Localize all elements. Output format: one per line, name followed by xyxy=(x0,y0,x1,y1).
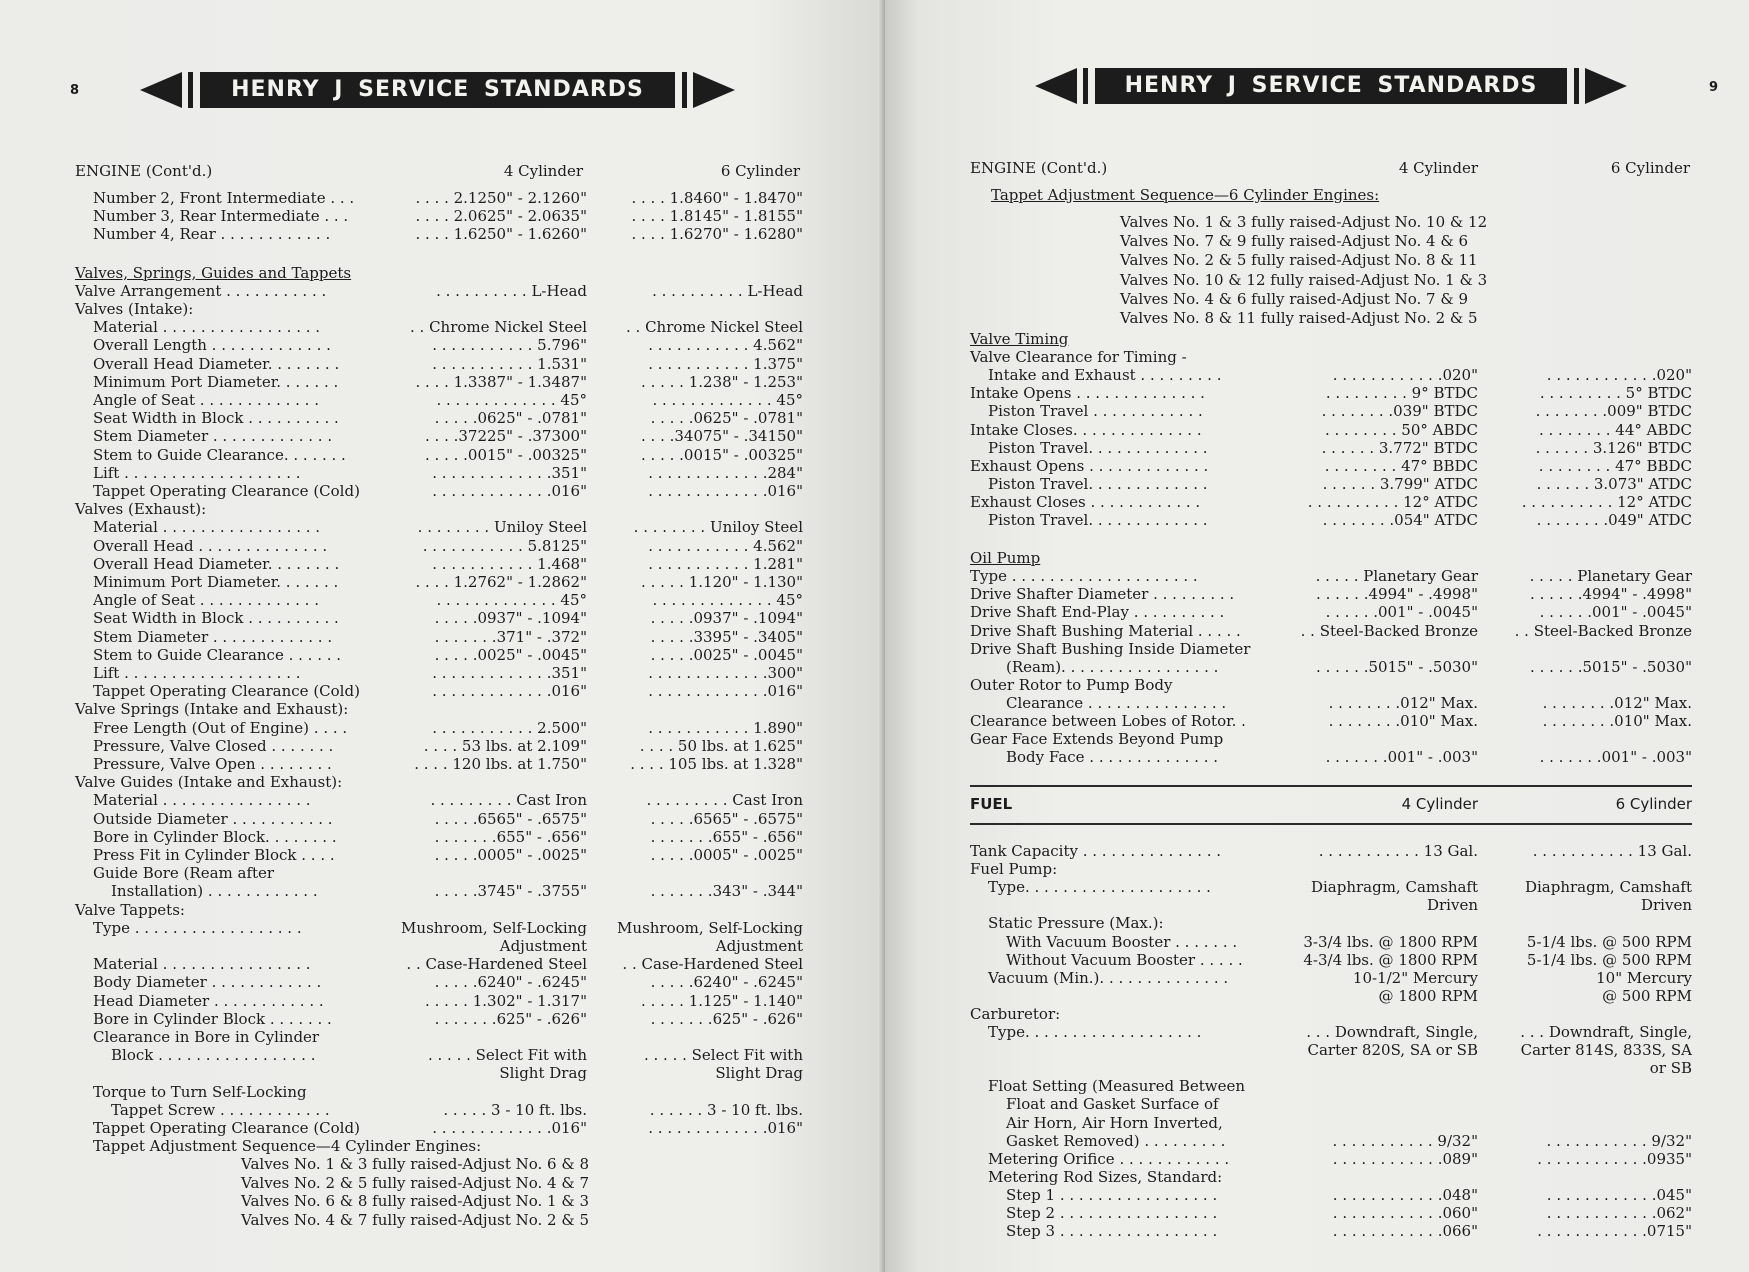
spec-value-6-cylinder: . . . . . 1.238" - 1.253" xyxy=(641,372,803,391)
spec-label: Tank Capacity . . . . . . . . . . . . . . . xyxy=(970,842,1222,860)
spec-label: Material . . . . . . . . . . . . . . . . . xyxy=(93,518,321,537)
spec-value-6-cylinder: . . . . . . . . . . . . . 45° xyxy=(652,591,803,610)
spec-value-6-cylinder: . . . . . . . . . . . 13 Gal. xyxy=(1532,842,1692,860)
spec-value-6-cylinder: . . . . 1.6270" - 1.6280" xyxy=(631,225,803,244)
spec-value-4-cylinder: . . . . . . .625" - .626" xyxy=(434,1009,587,1028)
spec-label: Intake and Exhaust . . . . . . . . . xyxy=(988,366,1222,385)
tappet-sequence-line: Valves No. 7 & 9 fully raised-Adjust No. 4 & 6 xyxy=(1120,232,1469,251)
spec-value-6-cylinder: . . . . . 1.125" - 1.140" xyxy=(641,991,803,1010)
spec-label: Air Horn, Air Horn Inverted, xyxy=(1006,1113,1223,1132)
spec-label: Lift . . . . . . . . . . . . . . . . . . . xyxy=(93,664,301,682)
spec-label: Material . . . . . . . . . . . . . . . . . xyxy=(93,318,321,337)
banner-title: HENRY J SERVICE STANDARDS xyxy=(200,72,675,108)
spec-label: Exhaust Opens . . . . . . . . . . . . . xyxy=(970,456,1209,475)
spec-value-6-cylinder: . . . Downdraft, Single, xyxy=(1520,1023,1692,1041)
spec-value-6-cylinder: . . . . .0015" - .00325" xyxy=(641,445,803,464)
spec-value-6-cylinder: . . . . . . . . . . . . .016" xyxy=(648,1119,803,1137)
spec-label: Valve Tappets: xyxy=(75,900,185,919)
spec-label: Intake Opens . . . . . . . . . . . . . . xyxy=(970,384,1205,403)
spec-label: Overall Head Diameter. . . . . . . . xyxy=(93,554,340,573)
spec-value-6-cylinder: . . . . 1.8145" - 1.8155" xyxy=(631,207,803,226)
column-header-4-cylinder: 4 Cylinder xyxy=(503,162,583,180)
spec-value-4-cylinder: . . . . . .001" - .0045" xyxy=(1325,603,1478,622)
spec-label: Material . . . . . . . . . . . . . . . . xyxy=(93,791,311,810)
spec-label: Step 3 . . . . . . . . . . . . . . . . . xyxy=(1006,1222,1218,1241)
spec-value-4-cylinder: . . . . . 3 - 10 ft. lbs. xyxy=(443,1100,587,1119)
spec-value-4-cylinder: Driven xyxy=(1426,896,1478,915)
spec-label: Body Face . . . . . . . . . . . . . . xyxy=(1006,748,1219,767)
spec-value-4-cylinder: 3-3/4 lbs. @ 1800 RPM xyxy=(1303,932,1478,951)
spec-value-4-cylinder: . . . . . Select Fit with xyxy=(427,1046,587,1065)
spec-label: Metering Orifice . . . . . . . . . . . . xyxy=(988,1149,1230,1168)
spec-label: Stem to Guide Clearance . . . . . . xyxy=(93,645,342,664)
spec-label: Gear Face Extends Beyond Pump xyxy=(970,730,1224,749)
spec-value-6-cylinder: . . . . . . . . . . . 1.890" xyxy=(648,718,803,737)
spec-value-4-cylinder: . . Chrome Nickel Steel xyxy=(410,318,587,337)
spec-value-4-cylinder: . . . . . . . . . . . . .016" xyxy=(432,482,587,500)
spec-value-4-cylinder: . . . . 120 lbs. at 1.750" xyxy=(414,755,587,773)
section-heading: Valves, Springs, Guides and Tappets xyxy=(75,263,352,282)
spec-label: Minimum Port Diameter. . . . . . . xyxy=(93,573,339,591)
spec-label: Outer Rotor to Pump Body xyxy=(970,675,1173,694)
spec-value-6-cylinder: . . . . . . . . . . . .0715" xyxy=(1537,1222,1692,1241)
spec-value-4-cylinder: . . . . . . . . . . . . .351" xyxy=(432,463,587,482)
spec-value-4-cylinder: . . . . . . . . . . . .020" xyxy=(1332,366,1478,385)
page-number-right: 9 xyxy=(1709,80,1719,95)
spec-value-6-cylinder: Adjustment xyxy=(715,937,803,955)
spec-label: Valve Springs (Intake and Exhaust): xyxy=(75,700,349,719)
spec-label: Number 4, Rear . . . . . . . . . . . . xyxy=(93,225,331,244)
spec-label: Pressure, Valve Closed . . . . . . . xyxy=(93,736,334,755)
spec-value-6-cylinder: . . . . . . . . . . . .0935" xyxy=(1537,1149,1692,1168)
spec-label: Valve Guides (Intake and Exhaust): xyxy=(75,773,343,792)
column-header-4-cylinder: 4 Cylinder xyxy=(1401,795,1478,813)
spec-value-4-cylinder: . . . . . . .655" - .656" xyxy=(434,827,587,846)
spec-value-6-cylinder: . . . . . . . . . 5° BTDC xyxy=(1539,384,1692,403)
spec-value-4-cylinder: . . . . . . .371" - .372" xyxy=(434,627,587,646)
spec-value-4-cylinder: . . . . .0625" - .0781" xyxy=(434,409,587,428)
spec-label: Tappet Operating Clearance (Cold) xyxy=(93,482,360,500)
spec-value-6-cylinder: . . Steel-Backed Bronze xyxy=(1514,621,1692,640)
banner-bar xyxy=(188,72,193,108)
arrow-right-icon xyxy=(693,72,735,108)
spec-label: Type . . . . . . . . . . . . . . . . . . xyxy=(93,918,302,937)
spec-value-4-cylinder: . . . Downdraft, Single, xyxy=(1306,1023,1478,1041)
spec-value-4-cylinder: . . . . 1.3387" - 1.3487" xyxy=(415,372,587,391)
spec-label: Clearance in Bore in Cylinder xyxy=(93,1028,320,1046)
arrow-right-icon xyxy=(1585,68,1627,104)
spec-value-6-cylinder: . . . . .6240" - .6245" xyxy=(650,973,803,992)
spec-label: Vacuum (Min.). . . . . . . . . . . . . . xyxy=(988,968,1229,987)
spec-label: Installation) . . . . . . . . . . . . xyxy=(111,882,318,901)
spec-value-6-cylinder: . . . . . . . . . . . .045" xyxy=(1546,1185,1692,1204)
spec-value-6-cylinder: . . . . .0005" - .0025" xyxy=(650,846,803,864)
column-header-6-cylinder: 6 Cylinder xyxy=(720,162,800,180)
section-header: ENGINE (Cont'd.) xyxy=(75,162,213,180)
spec-value-4-cylinder: . . . . . . . . . . . . . 45° xyxy=(436,591,587,610)
spec-value-6-cylinder: . . . . . .001" - .0045" xyxy=(1539,603,1692,622)
section-header: ENGINE (Cont'd.) xyxy=(970,159,1108,177)
spec-label: Drive Shaft End-Play . . . . . . . . . . xyxy=(970,603,1225,622)
page-banner-left xyxy=(140,72,735,108)
spec-label: Fuel Pump: xyxy=(970,860,1058,879)
spec-value-4-cylinder: . . . . . . . . . . . .060" xyxy=(1332,1204,1478,1222)
spec-value-4-cylinder: . . . . . . .001" - .003" xyxy=(1325,748,1478,767)
section-heading: Oil Pump xyxy=(970,549,1041,568)
spec-value-6-cylinder: . . . . . . .001" - .003" xyxy=(1539,748,1692,767)
spec-label: Seat Width in Block . . . . . . . . . . xyxy=(93,609,339,628)
column-header-6-cylinder: 6 Cylinder xyxy=(1615,795,1692,813)
spec-label: Seat Width in Block . . . . . . . . . . xyxy=(93,409,339,428)
spec-value-4-cylinder: . . . . . . . .010" Max. xyxy=(1328,712,1478,730)
tappet-sequence-line: Valves No. 10 & 12 fully raised-Adjust No. 1 & 3 xyxy=(1120,270,1488,289)
spec-value-6-cylinder: . . . . . . . . . . L-Head xyxy=(652,281,803,300)
spec-value-6-cylinder: . . . . . . . . . . . .020" xyxy=(1546,366,1692,385)
spec-value-6-cylinder: . . . . . .5015" - .5030" xyxy=(1530,657,1692,676)
spec-value-6-cylinder: Driven xyxy=(1640,896,1692,915)
spec-value-6-cylinder: . . . . . . . .012" Max. xyxy=(1542,693,1692,712)
section-heading: Valve Timing xyxy=(970,330,1069,348)
spec-value-6-cylinder: . . . . . . . . . . . 9/32" xyxy=(1546,1131,1692,1150)
spec-value-4-cylinder: . . . . . . . . . . . . .016" xyxy=(432,1119,587,1137)
spec-label: Type. . . . . . . . . . . . . . . . . . . . xyxy=(988,878,1211,897)
spec-value-4-cylinder: . . . . . . . . . . . 9/32" xyxy=(1332,1131,1478,1150)
spec-label: Float and Gasket Surface of xyxy=(1006,1095,1219,1114)
fuel-section-header: FUEL xyxy=(970,795,1013,813)
spec-value-4-cylinder: Slight Drag xyxy=(499,1064,587,1083)
spec-value-6-cylinder: . . . . . . . . . . . . .284" xyxy=(648,463,803,482)
spec-label: Head Diameter . . . . . . . . . . . . xyxy=(93,991,324,1010)
spec-label: Drive Shaft Bushing Inside Diameter xyxy=(970,639,1251,658)
spec-value-4-cylinder: . . . . . . . . . . . . . 45° xyxy=(436,391,587,409)
spec-label: Static Pressure (Max.): xyxy=(988,914,1164,933)
spec-value-6-cylinder: Diaphragm, Camshaft xyxy=(1524,878,1692,897)
spec-label: Torque to Turn Self-Locking xyxy=(93,1082,307,1101)
spec-label: Stem Diameter . . . . . . . . . . . . . xyxy=(93,627,333,646)
spec-value-6-cylinder: . . . . 1.8460" - 1.8470" xyxy=(631,189,803,207)
spec-value-4-cylinder: . . . . . . . . . . L-Head xyxy=(436,281,587,300)
spec-value-6-cylinder: . . . . . . . .049" ATDC xyxy=(1536,511,1692,529)
banner-bar xyxy=(682,72,687,108)
spec-value-4-cylinder: . . . . . .5015" - .5030" xyxy=(1316,657,1478,676)
spec-value-4-cylinder: . . . . . . . . . . . 1.468" xyxy=(432,554,587,573)
spec-label: Bore in Cylinder Block . . . . . . . xyxy=(93,1009,332,1028)
spec-label: Type. . . . . . . . . . . . . . . . . . . xyxy=(988,1023,1202,1041)
spec-label: Intake Closes. . . . . . . . . . . . . . xyxy=(970,420,1202,439)
spec-label: Pressure, Valve Open . . . . . . . . xyxy=(93,755,332,773)
spec-value-6-cylinder: . . . . . . .655" - .656" xyxy=(650,827,803,846)
spec-value-6-cylinder: . . . . . Select Fit with xyxy=(643,1046,803,1065)
tappet-sequence-line: Valves No. 2 & 5 fully raised-Adjust No. 8 & 11 xyxy=(1120,251,1478,270)
spec-value-6-cylinder: . . . . . . . . . . . 1.281" xyxy=(648,554,803,573)
spec-value-4-cylinder: Carter 820S, SA or SB xyxy=(1307,1041,1478,1060)
spec-label: Step 2 . . . . . . . . . . . . . . . . . xyxy=(1006,1204,1218,1222)
spec-value-4-cylinder: Diaphragm, Camshaft xyxy=(1310,878,1478,897)
spec-label: Metering Rod Sizes, Standard: xyxy=(988,1167,1223,1186)
spec-value-6-cylinder: . . . . .0025" - .0045" xyxy=(650,645,803,664)
spec-value-4-cylinder: . . . . . . . . . . . 13 Gal. xyxy=(1318,842,1478,860)
spec-value-4-cylinder: Mushroom, Self-Locking xyxy=(401,918,587,937)
spec-label: Overall Length . . . . . . . . . . . . . xyxy=(93,336,331,355)
spec-value-6-cylinder: . . . . . 1.120" - 1.130" xyxy=(641,573,803,591)
spec-value-4-cylinder: . . . . .3745" - .3755" xyxy=(434,882,587,901)
spec-value-4-cylinder: . . . . . 1.302" - 1.317" xyxy=(425,991,587,1010)
section-divider xyxy=(970,785,1692,787)
spec-label: Step 1 . . . . . . . . . . . . . . . . . xyxy=(1006,1185,1218,1204)
tappet-sequence-line: Valves No. 4 & 7 fully raised-Adjust No. 2 & 5 xyxy=(241,1210,590,1229)
spec-label: Free Length (Out of Engine) . . . . xyxy=(93,718,348,737)
spec-value-4-cylinder: . . Case-Hardened Steel xyxy=(406,955,587,974)
spec-label: (Ream). . . . . . . . . . . . . . . . . xyxy=(1006,657,1219,676)
spec-value-4-cylinder: . . . . . . . . . . . .089" xyxy=(1332,1149,1478,1168)
spec-label: Float Setting (Measured Between xyxy=(988,1077,1245,1096)
spec-value-4-cylinder: . . . . . . . . 50° ABDC xyxy=(1324,420,1478,439)
spec-label: Tappet Screw . . . . . . . . . . . . xyxy=(111,1100,330,1119)
spec-value-6-cylinder: . . . . . . . . . . . 4.562" xyxy=(648,336,803,355)
spec-value-4-cylinder: . . . . . . . . . . . . .016" xyxy=(432,682,587,701)
spec-label: Valve Arrangement . . . . . . . . . . . xyxy=(75,281,327,300)
spec-value-4-cylinder: . . . . . . . . 47° BBDC xyxy=(1324,456,1478,475)
spec-value-6-cylinder: . . . . . . . . . . . .062" xyxy=(1546,1204,1692,1222)
column-header-4-cylinder: 4 Cylinder xyxy=(1398,159,1478,177)
spec-label: Number 2, Front Intermediate . . . xyxy=(93,189,355,207)
spec-label: Valves (Exhaust): xyxy=(75,500,207,519)
spec-label: With Vacuum Booster . . . . . . . xyxy=(1006,932,1238,951)
spec-value-4-cylinder: Adjustment xyxy=(499,937,587,955)
spec-label: Angle of Seat . . . . . . . . . . . . . xyxy=(93,391,319,409)
tappet-sequence-line: Valves No. 8 & 11 fully raised-Adjust No. 2 & 5 xyxy=(1120,309,1478,327)
spec-value-6-cylinder: . . . . . . . . 44° ABDC xyxy=(1538,420,1692,439)
spec-value-6-cylinder: . . . . . . 3 - 10 ft. lbs. xyxy=(649,1100,803,1119)
spec-value-4-cylinder: @ 1800 RPM xyxy=(1378,986,1478,1005)
spec-label: Outside Diameter . . . . . . . . . . . xyxy=(93,809,333,828)
spec-label: Clearance between Lobes of Rotor. . xyxy=(970,712,1246,730)
spec-value-4-cylinder: . . . . .0025" - .0045" xyxy=(434,645,587,664)
tappet-sequence-line: Valves No. 2 & 5 fully raised-Adjust No. 4 & 7 xyxy=(241,1173,590,1192)
spec-value-6-cylinder: 5-1/4 lbs. @ 500 RPM xyxy=(1526,932,1692,951)
right-page xyxy=(885,0,1749,1272)
spec-value-6-cylinder: . . . . . . . . . Cast Iron xyxy=(646,791,803,810)
spec-value-6-cylinder: . . . . . Planetary Gear xyxy=(1529,567,1692,586)
spec-value-4-cylinder: 10-1/2" Mercury xyxy=(1352,968,1478,987)
spec-value-6-cylinder: 5-1/4 lbs. @ 500 RPM xyxy=(1526,950,1692,969)
spec-label: Piston Travel. . . . . . . . . . . . . xyxy=(988,511,1208,529)
spec-value-6-cylinder: . . . .34075" - .34150" xyxy=(641,427,803,446)
section-divider xyxy=(970,823,1692,825)
tappet-sequence-line: Valves No. 6 & 8 fully raised-Adjust No. 1 & 3 xyxy=(241,1192,590,1211)
spec-value-6-cylinder: . . . . . . . .009" BTDC xyxy=(1535,402,1692,421)
spec-label: Lift . . . . . . . . . . . . . . . . . . . xyxy=(93,463,301,482)
spec-value-4-cylinder: . . . . . . . .039" BTDC xyxy=(1321,402,1478,421)
spec-value-6-cylinder: or SB xyxy=(1649,1059,1692,1078)
spec-value-6-cylinder: . . . . . . . . 47° BBDC xyxy=(1538,456,1692,475)
spec-value-4-cylinder: . . . . . . . . . . . 5.796" xyxy=(432,336,587,355)
spec-value-6-cylinder: . . . . . . 3.073" ATDC xyxy=(1536,474,1692,493)
spec-label: Overall Head . . . . . . . . . . . . . . xyxy=(93,536,328,555)
spec-value-4-cylinder: . . . . 1.6250" - 1.6260" xyxy=(415,225,587,244)
tappet-sequence-line: Valves No. 1 & 3 fully raised-Adjust No. 6 & 8 xyxy=(241,1155,590,1174)
spec-value-6-cylinder: . . . . . .4994" - .4998" xyxy=(1530,585,1692,604)
spec-label: Press Fit in Cylinder Block . . . . xyxy=(93,846,335,864)
tappet-sequence-title: Tappet Adjustment Sequence—6 Cylinder Engines: xyxy=(991,186,1380,204)
spec-value-4-cylinder: . . . . . . 3.799" ATDC xyxy=(1322,474,1478,493)
spec-label: Minimum Port Diameter. . . . . . . xyxy=(93,372,339,391)
spec-label: Piston Travel. . . . . . . . . . . . . xyxy=(988,438,1208,457)
spec-value-6-cylinder: . . . . 50 lbs. at 1.625" xyxy=(639,736,803,755)
spec-label: Body Diameter . . . . . . . . . . . . xyxy=(93,973,322,992)
spec-value-4-cylinder: . . . .37225" - .37300" xyxy=(425,427,587,446)
spec-value-6-cylinder: . . . . . . . . . . . . .016" xyxy=(648,682,803,701)
tappet-sequence-line: Valves No. 1 & 3 fully raised-Adjust No. 10 & 12 xyxy=(1120,213,1488,231)
spec-value-4-cylinder: . . . . . . . . . 9° BTDC xyxy=(1325,384,1478,403)
spec-value-6-cylinder: Mushroom, Self-Locking xyxy=(617,918,803,937)
spec-value-6-cylinder: Carter 814S, 833S, SA xyxy=(1520,1041,1692,1060)
spec-label: Number 3, Rear Intermediate . . . xyxy=(93,207,349,226)
spec-label: Material . . . . . . . . . . . . . . . . xyxy=(93,955,311,974)
spec-label: Type . . . . . . . . . . . . . . . . . . . . xyxy=(970,567,1198,586)
spec-label: Stem Diameter . . . . . . . . . . . . . xyxy=(93,427,333,446)
spec-value-4-cylinder: . . . . .0937" - .1094" xyxy=(434,609,587,628)
spec-value-4-cylinder: . . . . 2.1250" - 2.1260" xyxy=(415,189,587,207)
spec-label: Tappet Operating Clearance (Cold) xyxy=(93,1119,360,1137)
column-header-6-cylinder: 6 Cylinder xyxy=(1610,159,1690,177)
spec-value-6-cylinder: . . . . 105 lbs. at 1.328" xyxy=(630,755,803,773)
spec-value-6-cylinder: @ 500 RPM xyxy=(1602,986,1692,1005)
spec-label: Carburetor: xyxy=(970,1004,1061,1023)
spec-value-6-cylinder: . . . . . . 3.126" BTDC xyxy=(1535,438,1692,457)
spec-value-4-cylinder: . . . . . . . . . . . 1.531" xyxy=(432,354,587,373)
spec-value-4-cylinder: . . . . 53 lbs. at 2.109" xyxy=(423,736,587,755)
spec-value-6-cylinder: Slight Drag xyxy=(715,1064,803,1083)
spec-value-4-cylinder: . . . . . . . . . . 12° ATDC xyxy=(1307,492,1478,511)
spec-value-4-cylinder: . . . . .0005" - .0025" xyxy=(434,846,587,864)
spec-value-4-cylinder: . . . . . . . . . Cast Iron xyxy=(430,791,587,810)
spec-value-4-cylinder: 4-3/4 lbs. @ 1800 RPM xyxy=(1303,950,1478,969)
spec-value-6-cylinder: . . . . . . . . . . . . . 45° xyxy=(652,391,803,409)
spec-label: Gasket Removed) . . . . . . . . . xyxy=(1006,1131,1226,1150)
spec-label: Valves (Intake): xyxy=(75,300,194,318)
spec-label: Drive Shafter Diameter . . . . . . . . . xyxy=(970,585,1235,604)
spec-value-4-cylinder: . . . . . . . . Uniloy Steel xyxy=(417,518,587,537)
arrow-left-icon xyxy=(140,72,182,108)
banner-title: HENRY J SERVICE STANDARDS xyxy=(1095,68,1567,104)
spec-value-4-cylinder: . . . . . . . .012" Max. xyxy=(1328,693,1478,712)
spec-value-6-cylinder: . . Case-Hardened Steel xyxy=(622,955,803,974)
spec-value-6-cylinder: . . . . .6565" - .6575" xyxy=(650,809,803,828)
spec-value-6-cylinder: . . . . . . . . . . . . .016" xyxy=(648,482,803,500)
spec-value-6-cylinder: . . . . . . .625" - .626" xyxy=(650,1009,803,1028)
arrow-left-icon xyxy=(1035,68,1077,104)
spec-value-6-cylinder: . . . . .0625" - .0781" xyxy=(650,409,803,428)
spec-value-6-cylinder: . . . . . . . . Uniloy Steel xyxy=(633,518,803,537)
spec-label: Tappet Adjustment Sequence—4 Cylinder Engines: xyxy=(93,1137,482,1156)
spec-value-6-cylinder: . . Chrome Nickel Steel xyxy=(626,318,803,337)
spec-value-6-cylinder: . . . . . . . .010" Max. xyxy=(1542,712,1692,730)
spec-value-6-cylinder: . . . . .0937" - .1094" xyxy=(650,609,803,628)
spec-label: Clearance . . . . . . . . . . . . . . . xyxy=(1006,693,1227,712)
spec-value-4-cylinder: . . . . . . . . . . . 5.8125" xyxy=(422,536,587,555)
spec-value-6-cylinder: . . . . . . . . . . . . .300" xyxy=(648,664,803,682)
spec-value-6-cylinder: . . . . . . .343" - .344" xyxy=(650,882,803,901)
spec-value-4-cylinder: . . Steel-Backed Bronze xyxy=(1300,621,1478,640)
spec-value-4-cylinder: . . . . .6565" - .6575" xyxy=(434,809,587,828)
page-banner-right xyxy=(1035,68,1627,104)
spec-label: Drive Shaft Bushing Material . . . . . xyxy=(970,621,1241,640)
banner-bar xyxy=(1083,68,1088,104)
spec-value-4-cylinder: . . . . .6240" - .6245" xyxy=(434,973,587,992)
tappet-sequence-line: Valves No. 4 & 6 fully raised-Adjust No. 7 & 9 xyxy=(1120,289,1469,308)
page-number-left: 8 xyxy=(70,83,80,98)
spec-value-4-cylinder: . . . . . . . . . . . 2.500" xyxy=(432,718,587,737)
spec-label: Valve Clearance for Timing - xyxy=(970,348,1187,367)
spec-label: Angle of Seat . . . . . . . . . . . . . xyxy=(93,591,319,610)
spec-value-4-cylinder: . . . . . . . .054" ATDC xyxy=(1322,511,1478,529)
spec-label: Without Vacuum Booster . . . . . xyxy=(1006,950,1243,969)
spec-value-4-cylinder: . . . . 2.0625" - 2.0635" xyxy=(415,207,587,226)
spec-value-4-cylinder: . . . . . . . . . . . .066" xyxy=(1332,1222,1478,1241)
spec-value-4-cylinder: . . . . .0015" - .00325" xyxy=(425,445,587,464)
spec-value-4-cylinder: . . . . . . . . . . . .048" xyxy=(1332,1185,1478,1204)
spec-value-6-cylinder: . . . . . . . . . . . 1.375" xyxy=(648,354,803,373)
spec-value-6-cylinder: . . . . .3395" - .3405" xyxy=(650,627,803,646)
spec-value-4-cylinder: . . . . . . 3.772" BTDC xyxy=(1321,438,1478,457)
spec-label: Exhaust Closes . . . . . . . . . . . . xyxy=(970,492,1201,511)
spec-value-4-cylinder: . . . . 1.2762" - 1.2862" xyxy=(415,573,587,591)
spec-label: Block . . . . . . . . . . . . . . . . . xyxy=(111,1046,316,1065)
spec-label: Stem to Guide Clearance. . . . . . . xyxy=(93,445,346,464)
spec-value-6-cylinder: . . . . . . . . . . . 4.562" xyxy=(648,536,803,555)
spec-label: Tappet Operating Clearance (Cold) xyxy=(93,682,360,701)
spec-value-6-cylinder: . . . . . . . . . . 12° ATDC xyxy=(1521,492,1692,511)
spec-label: Bore in Cylinder Block. . . . . . . . xyxy=(93,827,337,846)
spec-value-4-cylinder: . . . . . Planetary Gear xyxy=(1315,567,1478,586)
spec-label: Overall Head Diameter. . . . . . . . xyxy=(93,354,340,373)
spec-label: Piston Travel. . . . . . . . . . . . . xyxy=(988,474,1208,493)
spec-value-6-cylinder: 10" Mercury xyxy=(1596,968,1692,987)
spec-label: Piston Travel . . . . . . . . . . . . xyxy=(988,402,1203,421)
spec-value-4-cylinder: . . . . . . . . . . . . .351" xyxy=(432,664,587,682)
spec-value-4-cylinder: . . . . . .4994" - .4998" xyxy=(1316,585,1478,604)
spec-label: Guide Bore (Ream after xyxy=(93,864,275,883)
banner-bar xyxy=(1574,68,1579,104)
